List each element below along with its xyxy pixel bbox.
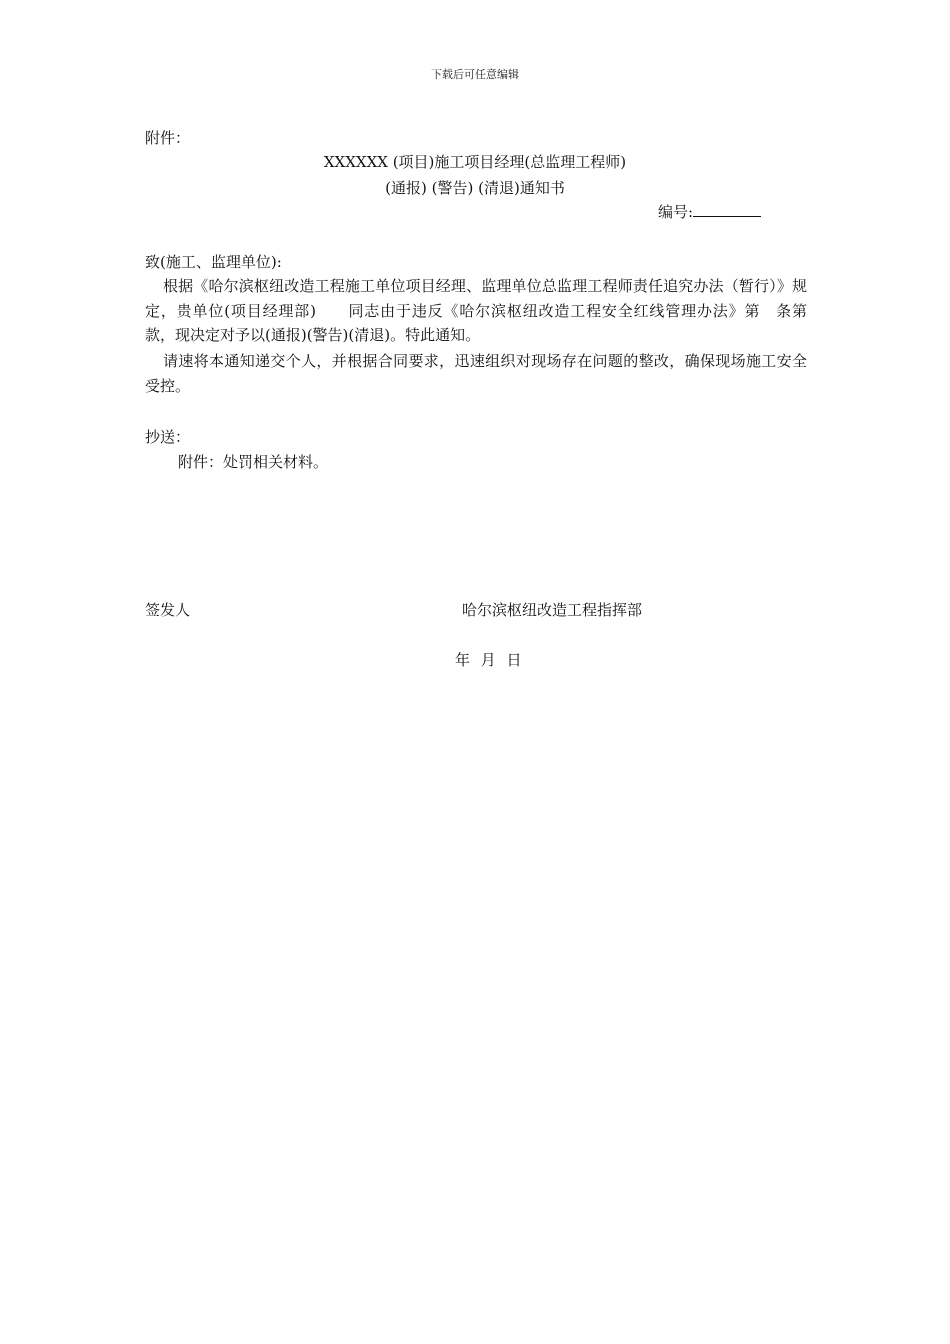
notice-title-line1: XXXXXX (项目)施工项目经理(总监理工程师) — [323, 153, 627, 171]
attachment-detail: 附件：处罚相关材料。 — [178, 453, 329, 471]
recipient-line: 致(施工、监理单位): — [145, 253, 282, 271]
serial-number-blank — [693, 200, 761, 217]
attachment-label: 附件： — [145, 129, 191, 147]
signer-label: 签发人 — [145, 601, 191, 619]
serial-number-label: 编号: — [658, 203, 694, 221]
cc-label: 抄送： — [145, 428, 191, 446]
body-paragraph-2: 请速将本通知递交个人，并根据合同要求，迅速组织对现场存在问题的整改，确保现场施工安全受控。 — [145, 352, 807, 395]
serial-number-field — [658, 200, 761, 224]
header-note: 下载后可任意编辑 — [431, 68, 519, 81]
issuer-name: 哈尔滨枢纽改造工程指挥部 — [462, 601, 643, 619]
body-paragraph-1: 根据《哈尔滨枢纽改造工程施工单位项目经理、监理单位总监理工程师责任追究办法（暂行）》规定，贵单位(项目经理部) 同志由于违反《哈尔滨枢纽改造工程安全红线管理办法》第 条第 款，现决定对予以(通报)(警告)(清退)。特此通知。 — [145, 277, 823, 344]
date-line: 年 月 日 — [455, 651, 522, 669]
notice-title-line2: (通报) (警告) (清退)通知书 — [385, 179, 565, 197]
